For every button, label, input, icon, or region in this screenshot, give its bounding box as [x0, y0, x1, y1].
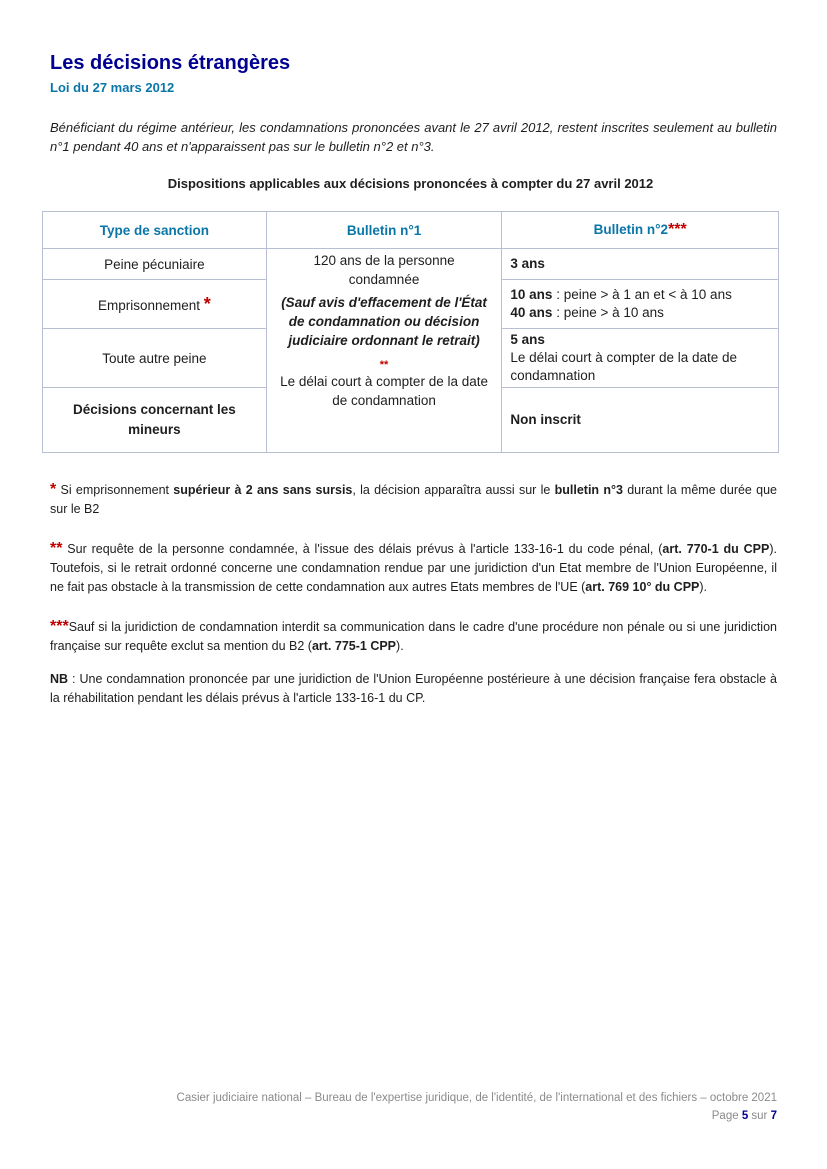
- b2-prison: [502, 280, 779, 329]
- page-number: Page 5 sur 7: [711, 1110, 777, 1122]
- footnote-3: ***Sauf si la juridiction de condamnation interdit sa communication dans le cadre d'une procédure non pénale ou si une juridiction française sur requête exclut sa mention du B2 (art. 775-1 CPP).: [50, 618, 777, 653]
- header-bulletin-2-label: Bulletin n°2: [593, 222, 669, 237]
- row-type-fine: Peine pécuniaire: [43, 249, 267, 280]
- b1-note: (Sauf avis d'effacement de l'État de condamnation ou décision judiciaire ordonnant le retrait): [281, 295, 487, 348]
- header-bulletin-2-stars: ***: [668, 221, 687, 238]
- intro-paragraph: Bénéficiant du régime antérieur, les condamnations prononcées avant le 27 avril 2012, restent inscrites seulement au bulletin n°1 pendant 40 ans et n'apparaissent pas sur le bulletin n°2 et n°3.: [50, 120, 777, 154]
- b1-delay: Le délai court à compter de la date de condamnation: [280, 374, 488, 408]
- b2-prison-line-1: 10 ans : peine > à 1 an et < à 10 ans: [510, 287, 732, 302]
- header-type: Type de sanction: [43, 212, 267, 249]
- sanctions-table: [42, 211, 779, 453]
- row-type-prison-label: Emprisonnement: [97, 297, 200, 313]
- page-footer: [177, 1089, 777, 1125]
- b2-fine-text: 3 ans: [510, 256, 545, 271]
- header-bulletin-1: Bulletin n°1: [266, 212, 502, 249]
- row-type-other: Toute autre peine: [43, 329, 267, 388]
- b1-stars: **: [379, 359, 389, 371]
- b2-minors: [502, 388, 779, 453]
- footnotes: [50, 480, 777, 728]
- b2-other-text: Le délai court à compter de la date de condamnation: [510, 350, 738, 383]
- b2-other-duration: 5 ans: [510, 332, 545, 347]
- row-type-prison-stars: *: [203, 293, 211, 314]
- footnote-2: ** Sur requête de la personne condamnée, à l'issue des délais prévus à l'article 133-16-1 du code pénal, (art. 770-1 du CPP). Toutefois, si le retrait ordonné concerne une condamnation rendue par une juridiction d'un Etat membre de l'Union Européenne, il ne fait pas obstacle à la transmission de cette condamnation aux autres Etats membres de l'UE (art. 769 10° du CPP).: [50, 540, 777, 594]
- row-type-prison: [43, 280, 267, 329]
- table-caption: Dispositions applicables aux décisions prononcées à compter du 27 avril 2012: [167, 176, 654, 191]
- footer-text: Casier judiciaire national – Bureau de l'expertise juridique, de l'identité, de l'international et des fichiers – octobre 2021: [176, 1092, 777, 1104]
- bulletin-1-cell: [266, 249, 502, 453]
- table-header-row: [43, 212, 779, 249]
- row-type-minors: Décisions concernant les mineurs: [43, 388, 267, 453]
- footnote-1: * Si emprisonnement supérieur à 2 ans sans sursis, la décision apparaîtra aussi sur le bulletin n°3 durant la même durée que sur le B2: [50, 481, 778, 516]
- b1-duration: 120 ans de la personne condamnée: [313, 253, 455, 287]
- nb-note: NB : Une condamnation prononcée par une juridiction de l'Union Européenne postérieure à une décision française fera obstacle à la réhabilitation pendant les délais prévus à l'article 133-16-1 du CP.: [50, 672, 777, 705]
- b2-minors-text: Non inscrit: [510, 412, 581, 427]
- header-bulletin-2: [502, 212, 779, 249]
- b2-fine: [502, 249, 779, 280]
- page-title: Les décisions étrangères: [50, 52, 291, 74]
- table-row: [43, 249, 779, 280]
- page-subtitle: Loi du 27 mars 2012: [50, 80, 175, 95]
- b2-prison-line-2: 40 ans : peine > à 10 ans: [510, 305, 664, 320]
- b2-other: [502, 329, 779, 388]
